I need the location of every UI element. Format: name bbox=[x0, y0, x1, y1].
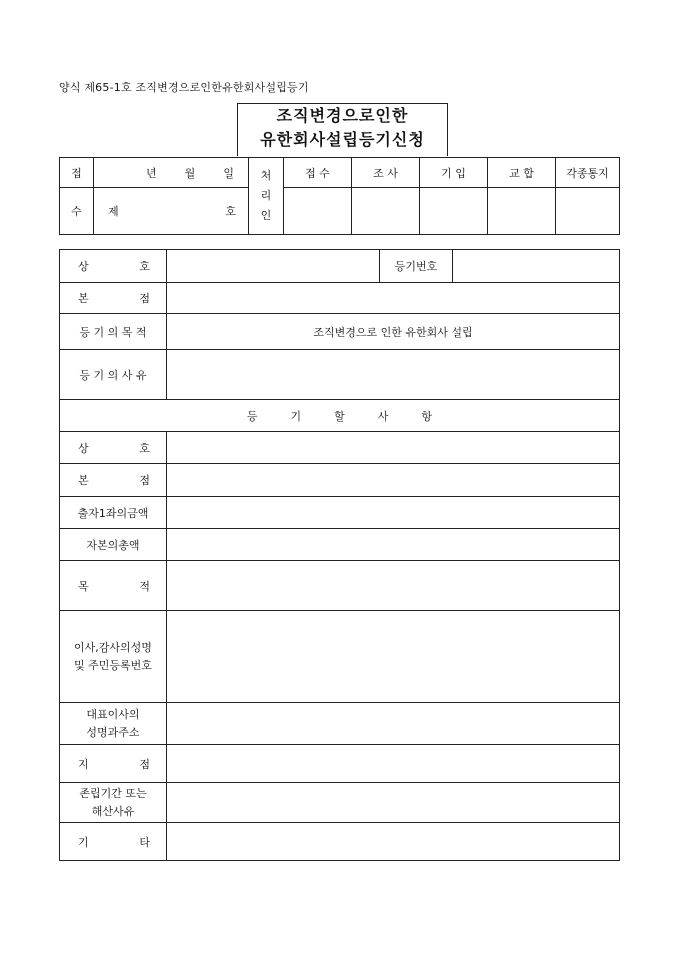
label-capital-unit: 출자1좌의금액 bbox=[60, 497, 167, 529]
label-mokjeok: 목 적 bbox=[60, 561, 167, 611]
jeopsu-input[interactable] bbox=[284, 188, 352, 235]
title-line-2: 유한회사설립등기신청 bbox=[260, 130, 425, 149]
col-gyohap: 교 합 bbox=[488, 158, 556, 188]
matters-header: 등 기 할 사 항 bbox=[60, 400, 620, 432]
form-number-label: 양식 제65-1호 조직변경으로인한유한회사설립등기 bbox=[59, 81, 309, 94]
title-line-1: 조직변경으로인한 bbox=[276, 106, 409, 125]
label-reg-number: 등기번호 bbox=[380, 250, 453, 283]
label-duration: 존립기간 또는 해산사유 bbox=[60, 783, 167, 823]
day-label: 일 bbox=[223, 166, 234, 180]
label-gita: 기 타 bbox=[60, 823, 167, 861]
duration-input[interactable] bbox=[167, 783, 620, 823]
mokjeok-input[interactable] bbox=[167, 561, 620, 611]
label-jijeom: 지 점 bbox=[60, 745, 167, 783]
reason-input[interactable] bbox=[167, 350, 620, 400]
bonjeom-input[interactable] bbox=[167, 283, 620, 314]
gyohap-input[interactable] bbox=[488, 188, 556, 235]
receipt-date-cell[interactable] bbox=[94, 158, 249, 188]
sangho-2-input[interactable] bbox=[167, 432, 620, 464]
giip-input[interactable] bbox=[420, 188, 488, 235]
label-purpose: 등 기 의 목 적 bbox=[60, 314, 167, 350]
total-capital-input[interactable] bbox=[167, 529, 620, 561]
capital-unit-input[interactable] bbox=[167, 497, 620, 529]
reg-number-input[interactable] bbox=[453, 250, 620, 283]
sangho-input[interactable] bbox=[167, 250, 380, 283]
ho-label: 호 bbox=[225, 205, 236, 218]
label-total-capital: 자본의총액 bbox=[60, 529, 167, 561]
processor-label: 처 리 인 bbox=[249, 158, 284, 235]
col-jeopsu: 접 수 bbox=[284, 158, 352, 188]
label-bonjeom: 본 점 bbox=[60, 283, 167, 314]
receipt-su: 수 bbox=[60, 188, 94, 235]
josa-input[interactable] bbox=[352, 188, 420, 235]
col-notices: 각종통지 bbox=[556, 158, 620, 188]
label-bonjeom-2: 본 점 bbox=[60, 464, 167, 497]
year-label: 년 bbox=[146, 166, 157, 180]
col-giip: 기 입 bbox=[420, 158, 488, 188]
notices-input[interactable] bbox=[556, 188, 620, 235]
form-title bbox=[237, 103, 448, 156]
label-representative: 대표이사의 성명과주소 bbox=[60, 703, 167, 745]
directors-input[interactable] bbox=[167, 611, 620, 703]
gita-input[interactable] bbox=[167, 823, 620, 861]
label-sangho: 상 호 bbox=[60, 250, 167, 283]
je-label: 제 bbox=[108, 205, 119, 218]
month-label: 월 bbox=[184, 166, 196, 180]
receipt-jeop: 접 bbox=[60, 158, 94, 188]
receipt-number-cell[interactable] bbox=[94, 188, 249, 235]
label-reason: 등 기 의 사 유 bbox=[60, 350, 167, 400]
label-sangho-2: 상 호 bbox=[60, 432, 167, 464]
bonjeom-2-input[interactable] bbox=[167, 464, 620, 497]
representative-input[interactable] bbox=[167, 703, 620, 745]
purpose-value[interactable]: 조직변경으로 인한 유한회사 설립 bbox=[167, 314, 620, 350]
receipt-table bbox=[59, 157, 620, 235]
label-directors: 이사,감사의성명 및 주민등록번호 bbox=[60, 611, 167, 703]
jijeom-input[interactable] bbox=[167, 745, 620, 783]
registration-table bbox=[59, 249, 620, 861]
col-josa: 조 사 bbox=[352, 158, 420, 188]
